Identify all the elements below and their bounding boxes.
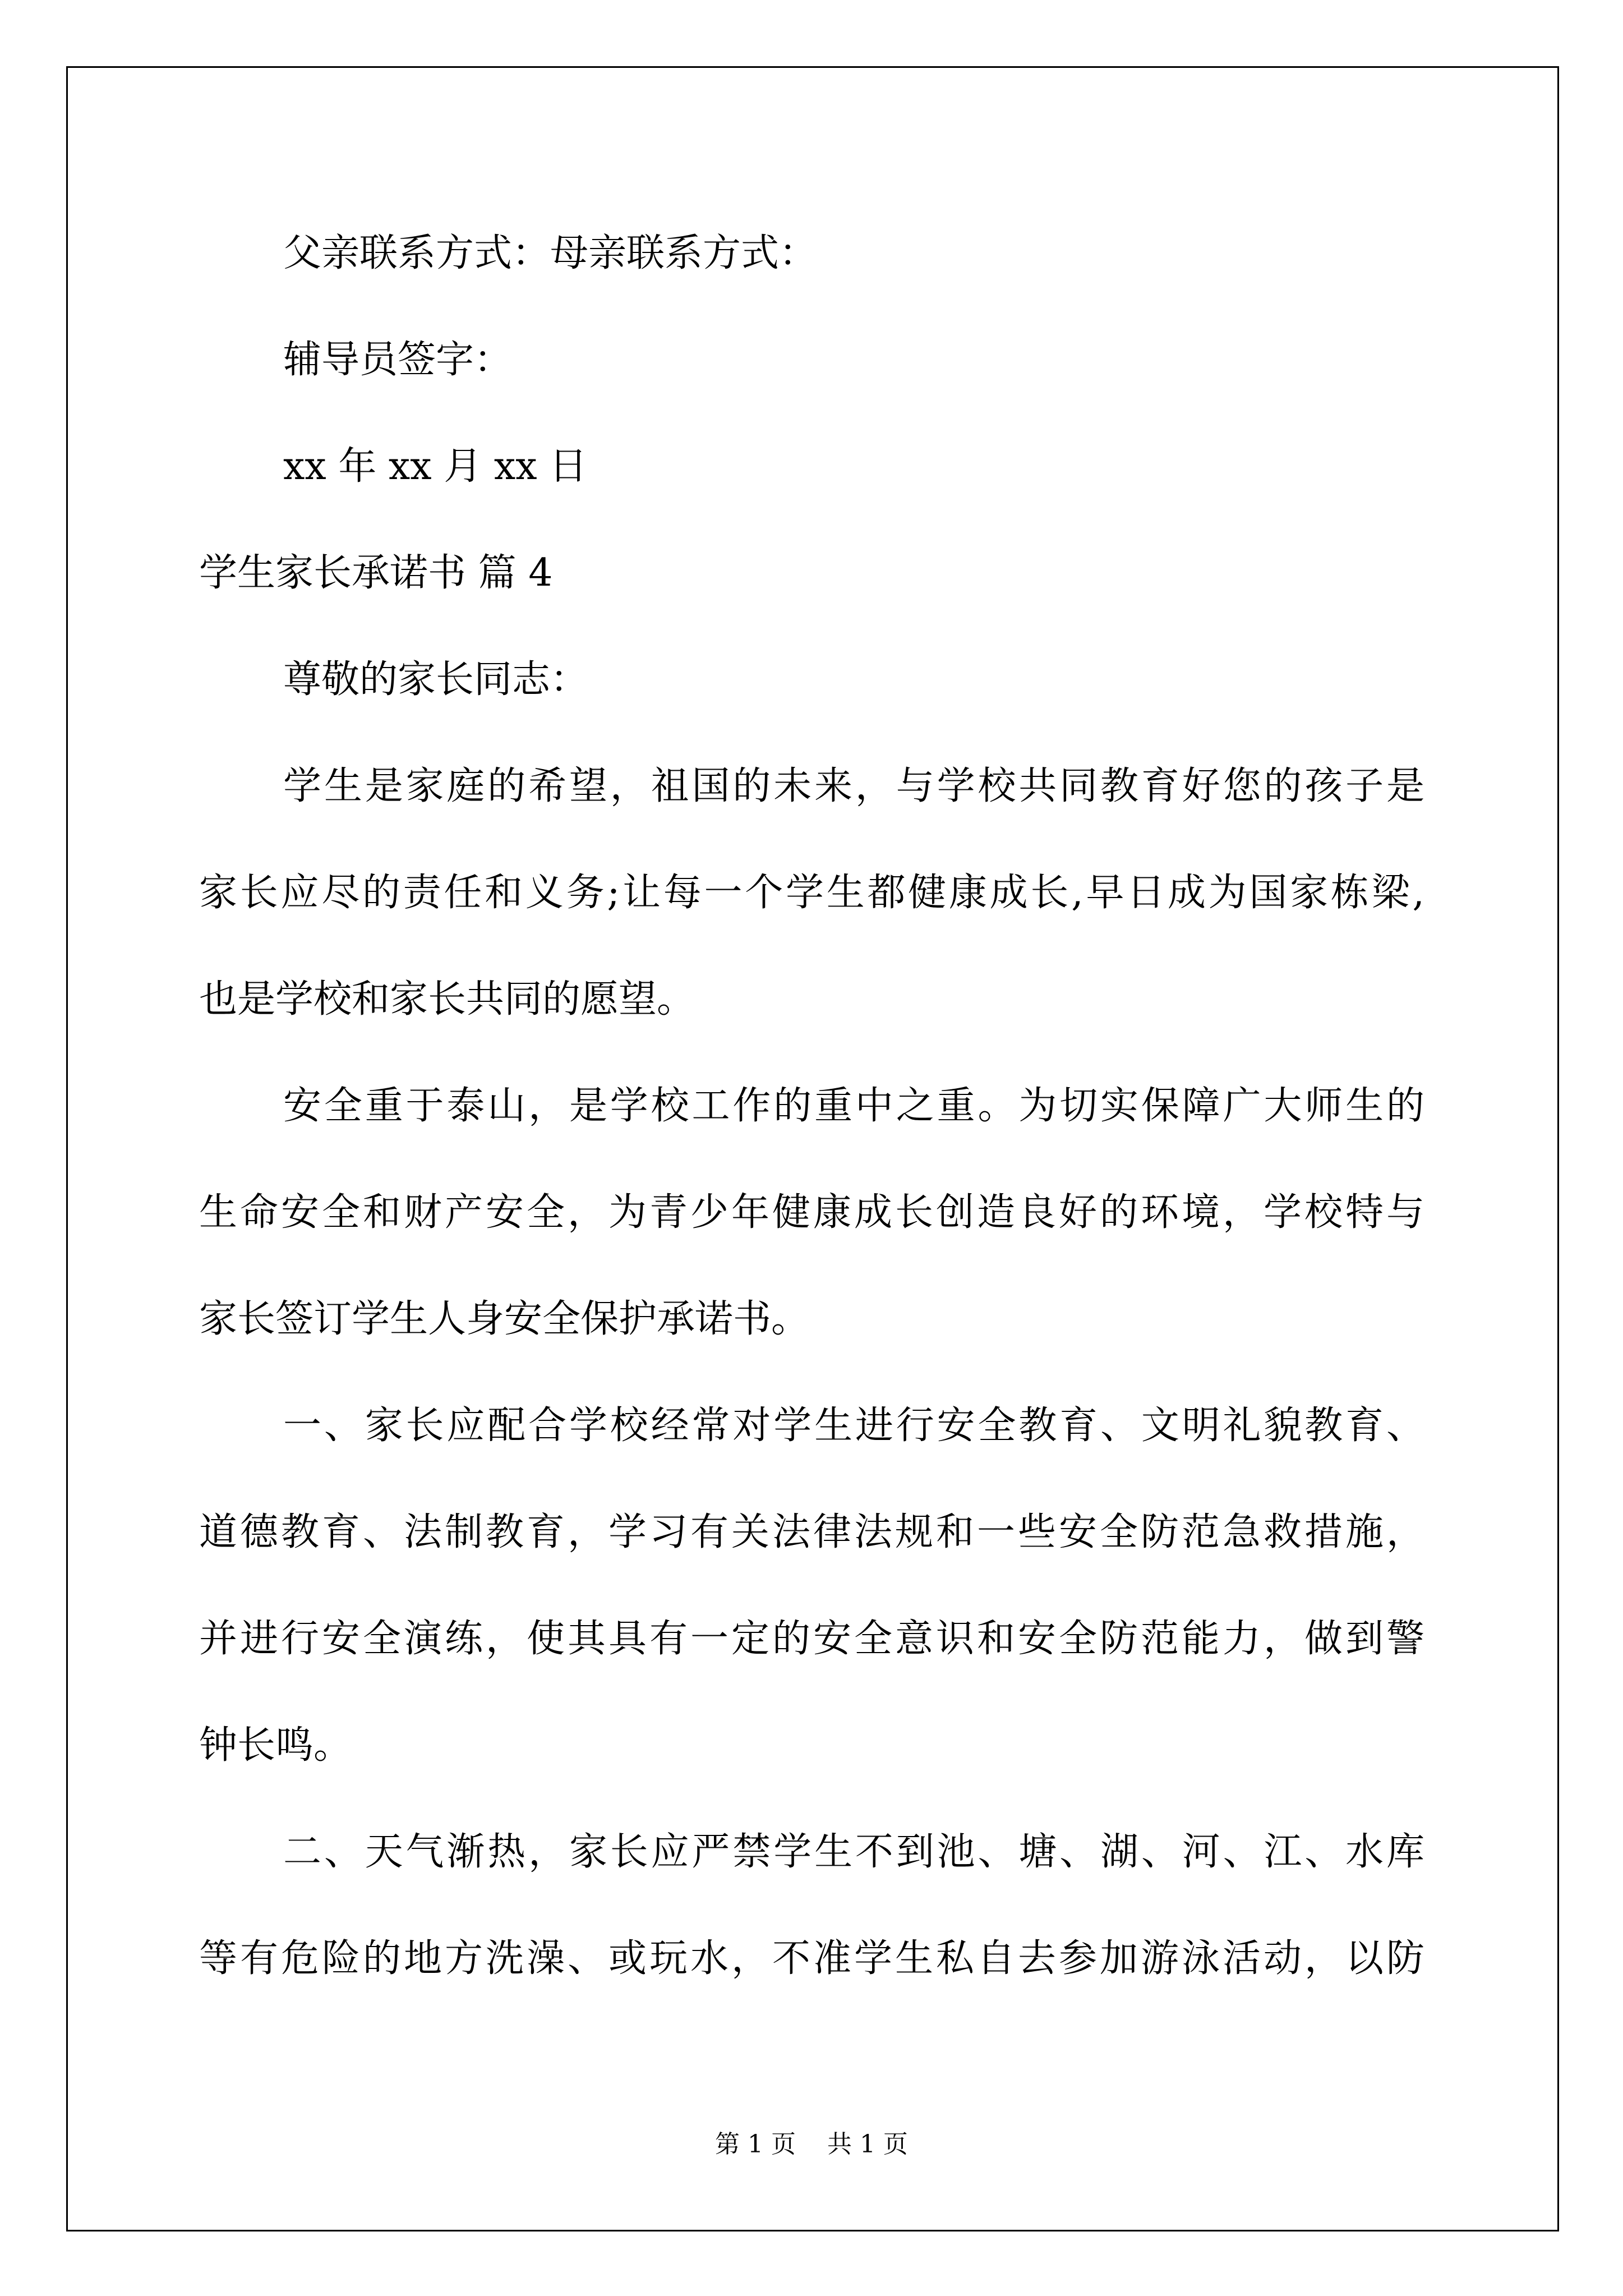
page-footer: 第 1 页 共 1 页 (715, 2130, 908, 2159)
paragraph-1-line-1: 学生是家庭的希望，祖国的未来，与学校共同教育好您的孩子是 (283, 764, 1424, 808)
contact-line: 父亲联系方式：母亲联系方式： (283, 231, 818, 275)
paragraph-3-line-2: 道德教育、法制教育，学习有关法律法规和一些安全防范急救措施， (199, 1510, 1424, 1554)
page-border (66, 66, 1559, 2231)
signature-line: 辅导员签字： (283, 338, 513, 382)
paragraph-4-line-1: 二、天气渐热，家长应严禁学生不到池、塘、湖、河、江、水库 (283, 1830, 1424, 1874)
paragraph-1-line-2: 家长应尽的责任和义务;让每一个学生都健康成长,早日成为国家栋梁, (199, 871, 1424, 915)
paragraph-3-line-3: 并进行安全演练，使其具有一定的安全意识和安全防范能力，做到警 (199, 1617, 1424, 1661)
section-heading: 学生家长承诺书 篇 4 (199, 551, 553, 595)
paragraph-1-line-3: 也是学校和家长共同的愿望。 (199, 977, 695, 1022)
paragraph-3-line-1: 一、家长应配合学校经常对学生进行安全教育、文明礼貌教育、 (283, 1404, 1424, 1448)
paragraph-2-line-2: 生命安全和财产安全，为青少年健康成长创造良好的环境，学校特与 (199, 1190, 1424, 1235)
paragraph-2-line-1: 安全重于泰山，是学校工作的重中之重。为切实保障广大师生的 (283, 1084, 1424, 1128)
paragraph-4-line-2: 等有危险的地方洗澡、或玩水，不准学生私自去参加游泳活动，以防 (199, 1936, 1424, 1981)
date-line: xx 年 xx 月 xx 日 (283, 444, 588, 489)
paragraph-2-line-3: 家长签订学生人身安全保护承诺书。 (199, 1297, 810, 1341)
paragraph-3-line-4: 钟长鸣。 (199, 1723, 352, 1768)
salutation: 尊敬的家长同志： (283, 657, 589, 702)
